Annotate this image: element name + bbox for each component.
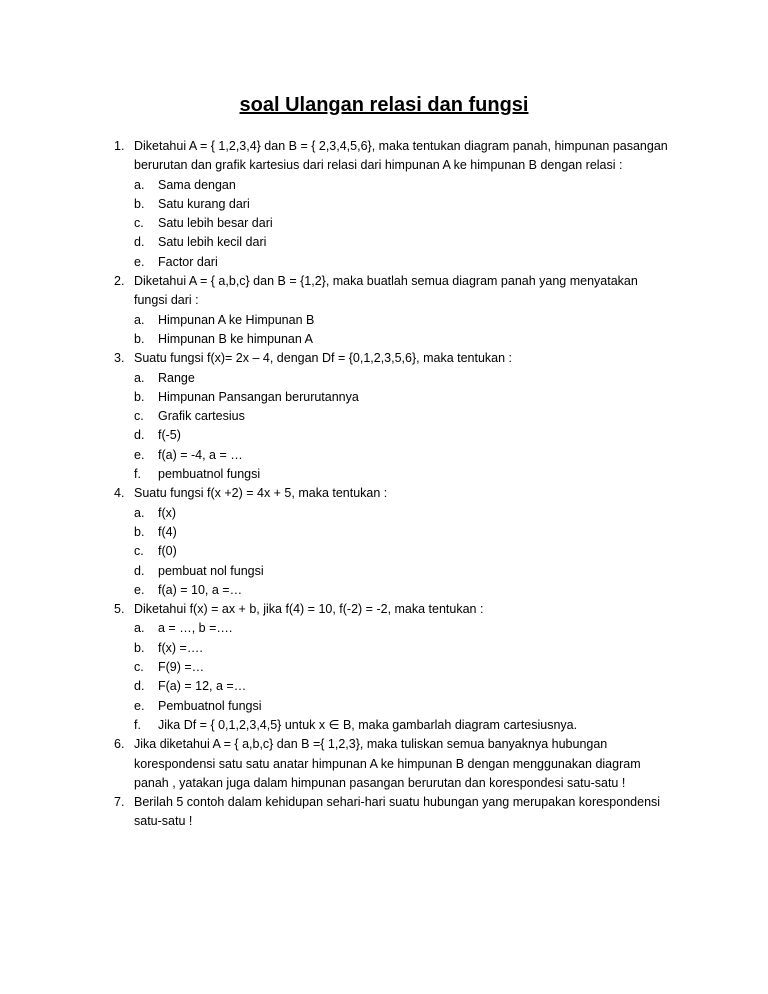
- question-item: [0, 484, 768, 600]
- sub-question-letter: a.: [134, 370, 145, 385]
- sub-question-letter: c.: [134, 409, 144, 424]
- question-number: 5.: [114, 602, 125, 617]
- sub-question-list: [0, 619, 768, 735]
- sub-question-letter: a.: [134, 312, 145, 327]
- question-number: 6.: [114, 737, 125, 752]
- sub-question-letter: d.: [134, 428, 145, 443]
- sub-question-text: pembuat nol fungsi: [158, 563, 264, 578]
- question-number: 7.: [114, 795, 125, 810]
- sub-question-text: Factor dari: [158, 254, 218, 269]
- sub-question-text: Range: [158, 370, 195, 385]
- sub-question-text: pembuatnol fungsi: [158, 467, 261, 482]
- sub-question-letter: c.: [134, 544, 144, 559]
- sub-question-item: [0, 330, 768, 349]
- sub-question-item: [0, 619, 768, 638]
- sub-question-text: F(a) = 12, a =…: [158, 679, 247, 694]
- sub-question-item: [0, 465, 768, 484]
- sub-question-item: [0, 388, 768, 407]
- sub-question-letter: d.: [134, 563, 145, 578]
- sub-question-list: [0, 504, 768, 600]
- sub-question-text: f(a) = -4, a = …: [158, 447, 243, 462]
- sub-question-text: Himpunan Pansangan berurutannya: [158, 389, 359, 404]
- sub-question-letter: b.: [134, 640, 145, 655]
- sub-question-list: [0, 176, 768, 272]
- sub-question-letter: a.: [134, 621, 145, 636]
- sub-question-letter: d.: [134, 679, 145, 694]
- question-item: [0, 137, 768, 272]
- sub-question-letter: e.: [134, 447, 145, 462]
- sub-question-text: f(0): [158, 544, 177, 559]
- sub-question-item: [0, 716, 768, 735]
- sub-question-letter: b.: [134, 331, 145, 346]
- question-text: Diketahui A = { a,b,c} dan B = {1,2}, maka buatlah semua diagram panah yang menyatakan fungsi dari :: [134, 274, 638, 308]
- page-title: soal Ulangan relasi dan fungsi: [239, 94, 529, 116]
- sub-question-item: [0, 176, 768, 195]
- question-text: Diketahui A = { 1,2,3,4} dan B = { 2,3,4,5,6}, maka tentukan diagram panah, himpunan pasangan berurutan dan grafik kartesius dari relasi dari himpunan A ke himpunan B dengan relasi :: [134, 139, 668, 173]
- sub-question-text: f(x): [158, 505, 177, 520]
- question-text: Suatu fungsi f(x)= 2x – 4, dengan Df = {0,1,2,3,5,6}, maka tentukan :: [134, 351, 513, 366]
- sub-question-item: [0, 581, 768, 600]
- question-text: Jika diketahui A = { a,b,c} dan B ={ 1,2,3}, maka tuliskan semua banyaknya hubungan korespondensi satu satu anatar himpunan A ke himpunan B dengan menggunakan diagram panah , yatakan juga dalam himpunan pasangan berurutan dan korespondesi satu-satu !: [134, 737, 641, 790]
- sub-question-text: f(x) =….: [158, 640, 203, 655]
- question-item: [0, 793, 768, 832]
- sub-question-text: f(a) = 10, a =…: [158, 582, 243, 597]
- sub-question-letter: b.: [134, 196, 145, 211]
- sub-question-item: [0, 658, 768, 677]
- question-list: [0, 137, 768, 832]
- sub-question-letter: f.: [134, 717, 141, 732]
- sub-question-item: [0, 426, 768, 445]
- question-item: [0, 272, 768, 349]
- sub-question-item: [0, 504, 768, 523]
- question-number: 1.: [114, 139, 125, 153]
- question-text: Berilah 5 contoh dalam kehidupan sehari-hari suatu hubungan yang merupakan korespondensi satu-satu !: [134, 795, 661, 829]
- sub-question-text: Satu lebih besar dari: [158, 216, 273, 231]
- sub-question-text: Satu kurang dari: [158, 196, 250, 211]
- question-number: 4.: [114, 486, 125, 501]
- sub-question-item: [0, 542, 768, 561]
- sub-question-item: [0, 677, 768, 696]
- question-item: [0, 735, 768, 793]
- sub-question-letter: e.: [134, 254, 145, 269]
- sub-question-text: f(4): [158, 524, 177, 539]
- sub-question-item: [0, 311, 768, 330]
- sub-question-text: Himpunan A ke Himpunan B: [158, 312, 315, 327]
- sub-question-letter: b.: [134, 389, 145, 404]
- sub-question-text: Satu lebih kecil dari: [158, 235, 267, 250]
- sub-question-item: [0, 407, 768, 426]
- sub-question-item: [0, 697, 768, 716]
- sub-question-item: [0, 369, 768, 388]
- sub-question-letter: c.: [134, 216, 144, 231]
- question-item: [0, 600, 768, 735]
- sub-question-list: [0, 311, 768, 350]
- sub-question-item: [0, 214, 768, 233]
- sub-question-letter: b.: [134, 524, 145, 539]
- question-number: 2.: [114, 274, 125, 289]
- question-text: Suatu fungsi f(x +2) = 4x + 5, maka tentukan :: [134, 486, 388, 501]
- sub-question-text: a = …, b =….: [158, 621, 233, 636]
- question-number: 3.: [114, 351, 125, 366]
- sub-question-item: [0, 253, 768, 272]
- sub-question-list: [0, 369, 768, 485]
- sub-question-item: [0, 639, 768, 658]
- sub-question-text: f(-5): [158, 428, 181, 443]
- sub-question-text: Jika Df = { 0,1,2,3,4,5} untuk x ∈ B, maka gambarlah diagram cartesiusnya.: [158, 717, 578, 732]
- sub-question-letter: c.: [134, 660, 144, 675]
- sub-question-text: Himpunan B ke himpunan A: [158, 331, 313, 346]
- sub-question-text: F(9) =…: [158, 660, 205, 675]
- sub-question-letter: a.: [134, 177, 145, 192]
- question-item: [0, 349, 768, 484]
- question-text: Diketahui f(x) = ax + b, jika f(4) = 10, f(-2) = -2, maka tentukan :: [134, 602, 484, 617]
- sub-question-letter: a.: [134, 505, 145, 520]
- sub-question-item: [0, 195, 768, 214]
- sub-question-letter: e.: [134, 698, 145, 713]
- sub-question-item: [0, 446, 768, 465]
- sub-question-letter: e.: [134, 582, 145, 597]
- sub-question-item: [0, 233, 768, 252]
- sub-question-text: Sama dengan: [158, 177, 236, 192]
- sub-question-item: [0, 562, 768, 581]
- sub-question-item: [0, 523, 768, 542]
- sub-question-text: Pembuatnol fungsi: [158, 698, 262, 713]
- sub-question-letter: d.: [134, 235, 145, 250]
- sub-question-text: Grafik cartesius: [158, 409, 245, 424]
- sub-question-letter: f.: [134, 467, 141, 482]
